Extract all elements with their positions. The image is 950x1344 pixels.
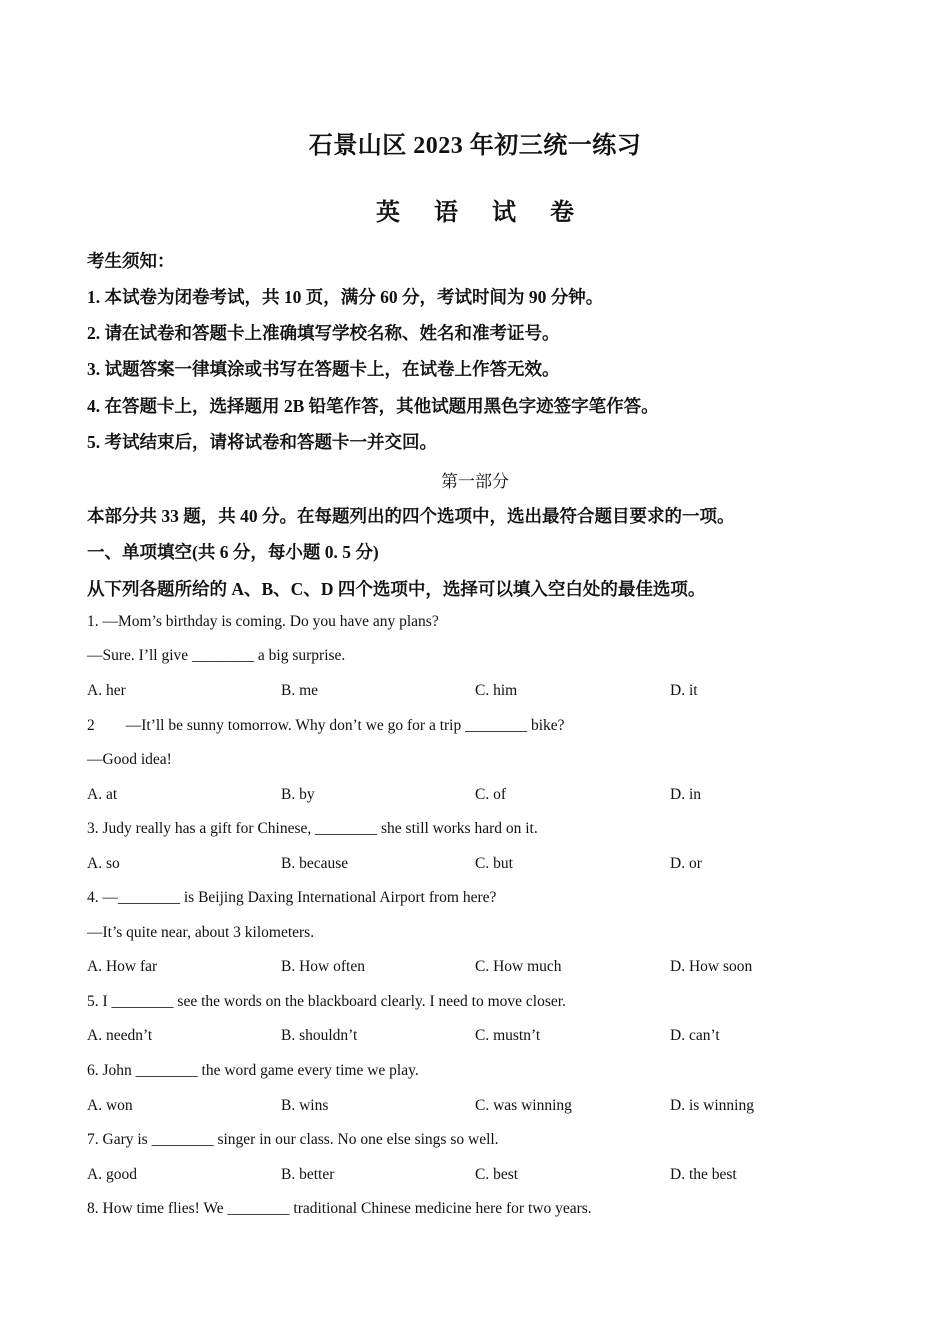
part-intro: 本部分共 33 题，共 40 分。在每题列出的四个选项中，选出最符合题目要求的一项。 — [87, 506, 735, 526]
section-instruction: 从下列各题所给的 A、B、C、D 四个选项中，选择可以填入空白处的最佳选项。 — [87, 579, 706, 599]
exam-title: 石景山区 2023 年初三统一练习 — [308, 133, 642, 159]
option-b: B. by — [281, 786, 315, 803]
option-b: B. because — [281, 855, 349, 872]
option-d: D. or — [670, 855, 702, 872]
question-response: —Good idea! — [87, 751, 172, 768]
option-c: C. him — [475, 682, 518, 699]
option-a: A. How far — [87, 958, 158, 975]
option-a: A. her — [87, 682, 126, 699]
option-c: C. best — [475, 1166, 519, 1183]
notice-heading: 考生须知： — [87, 251, 175, 271]
question-stem: 5. I ________ see the words on the blackboard clearly. I need to move closer. — [87, 993, 566, 1010]
notice-item: 3. 试题答案一律填涂或书写在答题卡上，在试卷上作答无效。 — [87, 359, 560, 379]
option-b: B. How often — [281, 958, 365, 975]
option-c: C. was winning — [475, 1097, 572, 1114]
option-d: D. it — [670, 682, 698, 699]
exam-subtitle: 英 语 试 卷 — [376, 200, 588, 226]
notice-item: 4. 在答题卡上，选择题用 2B 铅笔作答，其他试题用黑色字迹签字笔作答。 — [87, 396, 659, 416]
option-a: A. good — [87, 1166, 137, 1183]
option-c: C. How much — [475, 958, 562, 975]
option-a: A. needn’t — [87, 1027, 153, 1044]
question-response: —Sure. I’ll give ________ a big surprise. — [87, 647, 346, 664]
option-a: A. won — [87, 1097, 133, 1114]
question-stem: 2 —It’ll be sunny tomorrow. Why don’t we go for a trip ________ bike? — [87, 717, 565, 734]
question-stem: 3. Judy really has a gift for Chinese, ________ she still works hard on it. — [87, 820, 538, 837]
notice-item: 5. 考试结束后，请将试卷和答题卡一并交回。 — [87, 432, 437, 452]
option-a: A. at — [87, 786, 118, 803]
notice-item: 2. 请在试卷和答题卡上准确填写学校名称、姓名和准考证号。 — [87, 323, 560, 343]
option-b: B. shouldn’t — [281, 1027, 358, 1044]
notice-item: 1. 本试卷为闭卷考试，共 10 页，满分 60 分，考试时间为 90 分钟。 — [87, 287, 604, 307]
option-c: C. but — [475, 855, 513, 872]
question-stem: 1. —Mom’s birthday is coming. Do you have any plans? — [87, 613, 439, 630]
question-stem: 7. Gary is ________ singer in our class. No one else sings so well. — [87, 1131, 499, 1148]
option-c: C. mustn’t — [475, 1027, 541, 1044]
question-stem: 4. —________ is Beijing Daxing International Airport from here? — [87, 889, 497, 906]
part-title: 第一部分 — [441, 472, 509, 491]
option-a: A. so — [87, 855, 120, 872]
option-d: D. How soon — [670, 958, 753, 975]
option-d: D. the best — [670, 1166, 737, 1183]
option-d: D. is winning — [670, 1097, 754, 1114]
question-stem: 6. John ________ the word game every time we play. — [87, 1062, 419, 1079]
option-d: D. in — [670, 786, 701, 803]
option-b: B. me — [281, 682, 319, 699]
option-d: D. can’t — [670, 1027, 720, 1044]
option-b: B. better — [281, 1166, 335, 1183]
option-b: B. wins — [281, 1097, 329, 1114]
question-stem: 8. How time flies! We ________ traditional Chinese medicine here for two years. — [87, 1200, 592, 1217]
question-response: —It’s quite near, about 3 kilometers. — [87, 924, 315, 941]
section-title: 一、单项填空(共 6 分，每小题 0. 5 分) — [87, 542, 379, 562]
option-c: C. of — [475, 786, 506, 803]
